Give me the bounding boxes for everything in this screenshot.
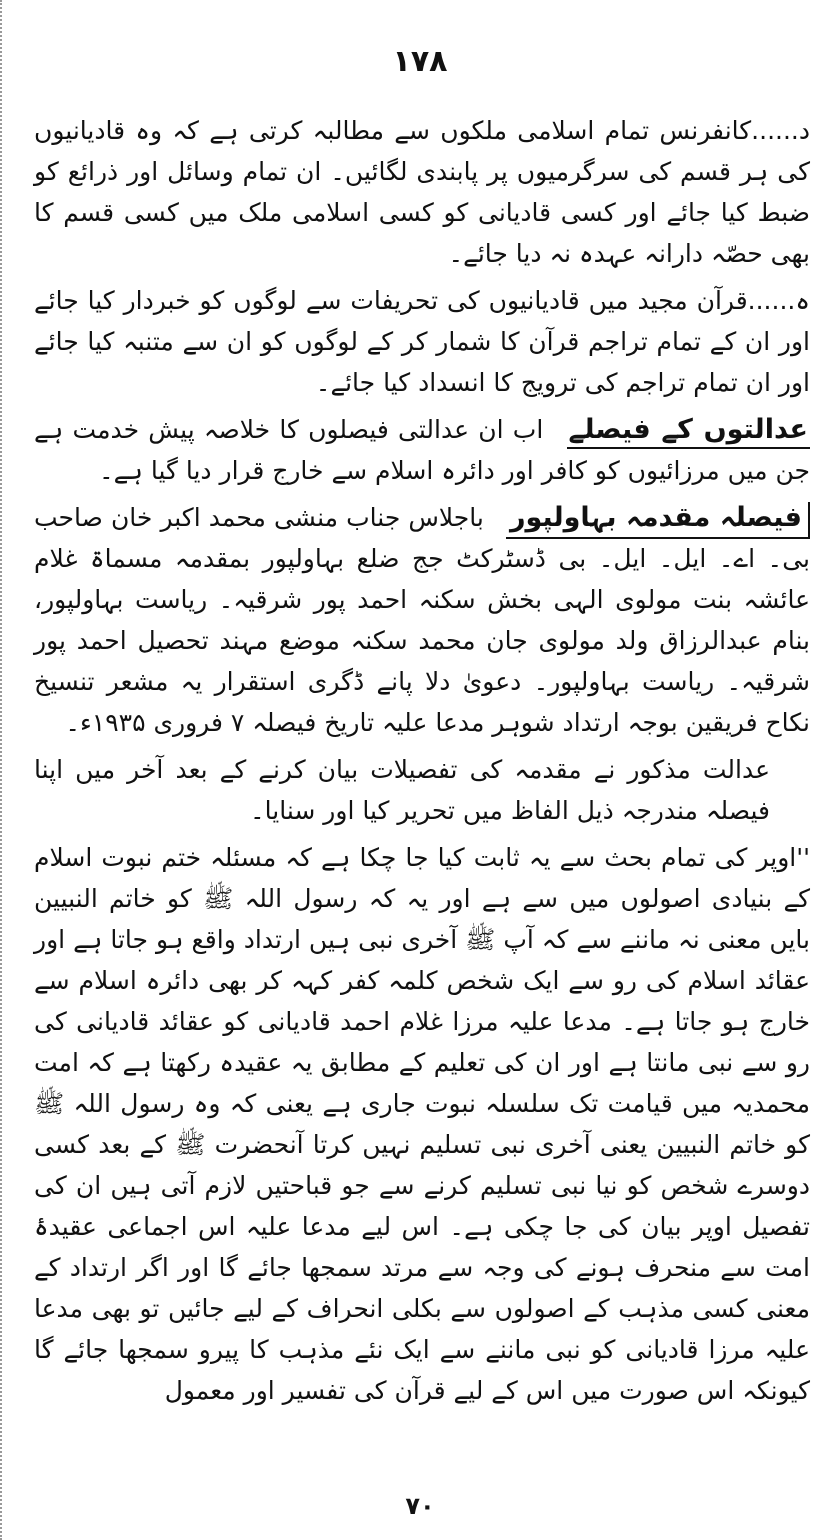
page-body	[34, 110, 810, 1417]
case-heading: فیصلہ مقدمہ بہاولپور	[506, 502, 810, 539]
page-number-top: ۱۷۸	[392, 44, 448, 79]
courts-section	[34, 409, 810, 491]
page-number-bottom: ۷۰	[405, 1492, 435, 1520]
courts-text: اب ان عدالتی فیصلوں کا خلاصہ پیش خدمت ہے جن میں مرزائیوں کو کافر اور دائرہ اسلام سے خارج قرار دیا گیا ہے۔	[34, 415, 810, 485]
courts-heading: عدالتوں کے فیصلے	[567, 414, 810, 449]
case-section	[34, 497, 810, 743]
case-text: باجلاس جناب منشی محمد اکبر خان صاحب بی۔ اے۔ ایل۔ ایل۔ بی ڈسٹرکٹ جج ضلع بہاولپور بمقدمہ مسماۃ غلام عائشہ بنت مولوی الہی بخش سکنہ احمد پور شرقیہ۔ ریاست بہاولپور، بنام عبدالرزاق ولد مولوی جان محمد سکنہ موضع مہند تحصیل احمد پور شرقیہ۔ ریاست بہاولپور۔ دعویٰ دلا پانے ڈگری استقرار یہ مشعر تنسیخ نکاح فریقین بوجہ ارتداد شوہر مدعا علیہ تاریخ فیصلہ ۷ فروری ۱۹۳۵ء۔	[34, 503, 810, 737]
paragraph-h: ہ......قرآن مجید میں قادیانیوں کی تحریفات سے لوگوں کو خبردار کیا جائے اور ان کے تمام تراجم قرآن کا شمار کر کے لوگوں کو ان سے متنبہ کیا جائے اور ان تمام تراجم کی ترویج کا انسداد کیا جائے۔	[34, 286, 810, 397]
binding-edge	[0, 0, 8, 1540]
judgment-paragraph: ''اوپر کی تمام بحث سے یہ ثابت کیا جا چکا ہے کہ مسئلہ ختم نبوت اسلام کے بنیادی اصولوں میں سے ہے اور یہ کہ رسول اللہ ﷺ کو خاتم النبیین بایں معنی نہ ماننے سے کہ آپ ﷺ آخری نبی ہیں ارتداد واقع ہو جاتا ہے اور عقائد اسلام کی رو سے ایک شخص کلمہ کفر کہہ کر بھی دائرہ اسلام سے خارج ہو جاتا ہے۔ مدعا علیہ مرزا غلام احمد قادیانی کو عقائد قادیانی کی رو سے نبی مانتا ہے اور ان کی تعلیم کے مطابق یہ عقیدہ رکھتا ہے کہ امت محمدیہ میں قیامت تک سلسلہ نبوت جاری ہے یعنی کہ وہ رسول اللہ ﷺ کو خاتم النبیین یعنی آخری نبی تسلیم نہیں کرتا آنحضرت ﷺ کے بعد کسی دوسرے شخص کو نیا نبی تسلیم کرنے سے جو قباحتیں لازم آتی ہیں ان کی تفصیل اوپر بیان کی جا چکی ہے۔ اس لیے مدعا علیہ اس اجماعی عقیدۂ امت سے منحرف ہونے کی وجہ سے مرتد سمجھا جائے گا اور اگر ارتداد کے معنی کسی مذہب کے اصولوں سے بکلی انحراف کے لیے جائیں تو بھی مدعا علیہ مرزا قادیانی کو نبی ماننے سے ایک نئے مذہب کا پیرو سمجھا جائے گا کیونکہ اس صورت میں اس کے لیے قرآن کی تفسیر اور معمول	[34, 843, 810, 1405]
court-said-paragraph: عدالت مذکور نے مقدمہ کی تفصیلات بیان کرنے کے بعد آخر میں اپنا فیصلہ مندرجہ ذیل الفاظ میں تحریر کیا اور سنایا۔	[34, 755, 770, 825]
paragraph-d: د......کانفرنس تمام اسلامی ملکوں سے مطالبہ کرتی ہے کہ وہ قادیانیوں کی ہر قسم کی سرگرمیوں پر پابندی لگائیں۔ ان تمام وسائل اور ذرائع کو ضبط کیا جائے اور کسی قادیانی کو کسی اسلامی ملک میں کسی قسم کا بھی حصّہ دارانہ عہدہ نہ دیا جائے۔	[34, 116, 810, 268]
